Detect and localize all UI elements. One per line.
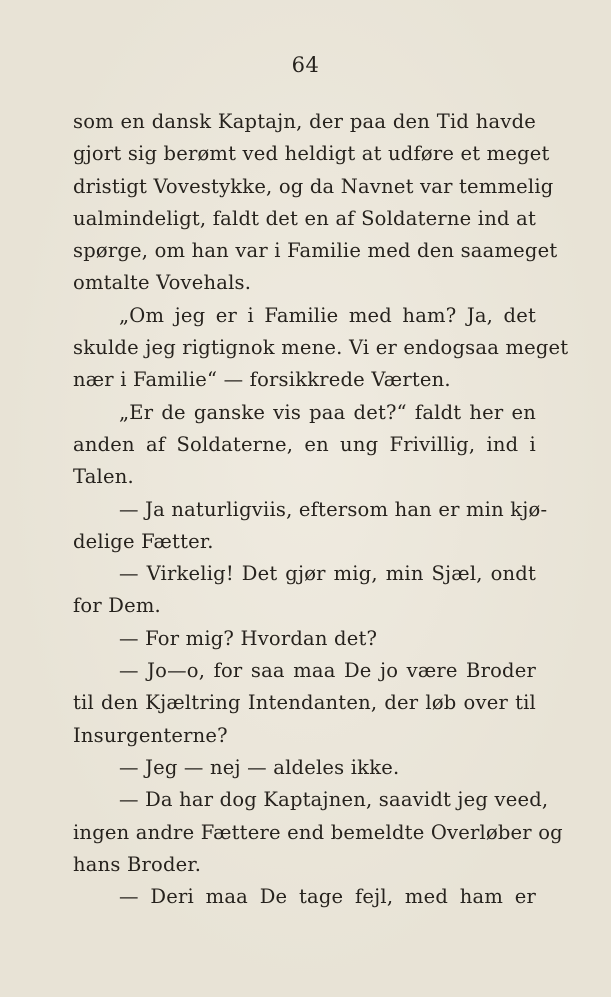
text-line: Insurgenterne?: [73, 723, 228, 747]
text-line: „Er de ganske vis paa det?“ faldt her en: [119, 400, 536, 424]
text-line: — Ja naturligviis, eftersom han er min kjø-: [119, 497, 548, 521]
text-line: skulde jeg rigtignok mene. Vi er endogsaa meget: [73, 336, 569, 360]
text-line: ingen andre Fættere end bemeldte Overløber og: [73, 820, 563, 844]
text-line: spørge, om han var i Familie med den saameget: [73, 239, 558, 263]
text-line: anden af Soldaterne, en ung Frivillig, ind i: [73, 432, 536, 456]
text-line: — Deri maa De tage fejl, med ham er: [119, 885, 536, 909]
text-line: — Da har dog Kaptajnen, saavidt jeg veed,: [119, 788, 549, 812]
text-line: delige Fætter.: [73, 529, 214, 553]
text-line: omtalte Vovehals.: [73, 271, 252, 295]
text-line: „Om jeg er i Familie med ham? Ja, det: [119, 303, 536, 327]
text-line: som en dansk Kaptajn, der paa den Tid havde: [73, 110, 536, 133]
page-number: 64: [291, 53, 320, 77]
text-line: hans Broder.: [73, 852, 202, 876]
text-line: — Jo—o, for saa maa De jo være Broder: [119, 659, 536, 683]
text-line: for Dem.: [73, 594, 161, 618]
text-line: ualmindeligt, faldt det en af Soldaterne ind at: [73, 206, 536, 230]
text-line: — Virkelig! Det gjør mig, min Sjæl, ondt: [119, 562, 536, 586]
text-line: — Jeg — nej — aldeles ikke.: [119, 755, 400, 779]
body-text: [73, 106, 569, 913]
text-line: — For mig? Hvordan det?: [119, 626, 378, 650]
text-line: gjort sig berømt ved heldigt at udføre et meget: [73, 142, 550, 166]
text-line: nær i Familie“ — forsikkrede Værten.: [73, 368, 451, 392]
text-line: Talen.: [73, 465, 134, 489]
text-line: til den Kjæltring Intendanten, der løb over til: [73, 691, 536, 715]
text-line: dristigt Vovestykke, og da Navnet var temmelig: [73, 174, 554, 198]
